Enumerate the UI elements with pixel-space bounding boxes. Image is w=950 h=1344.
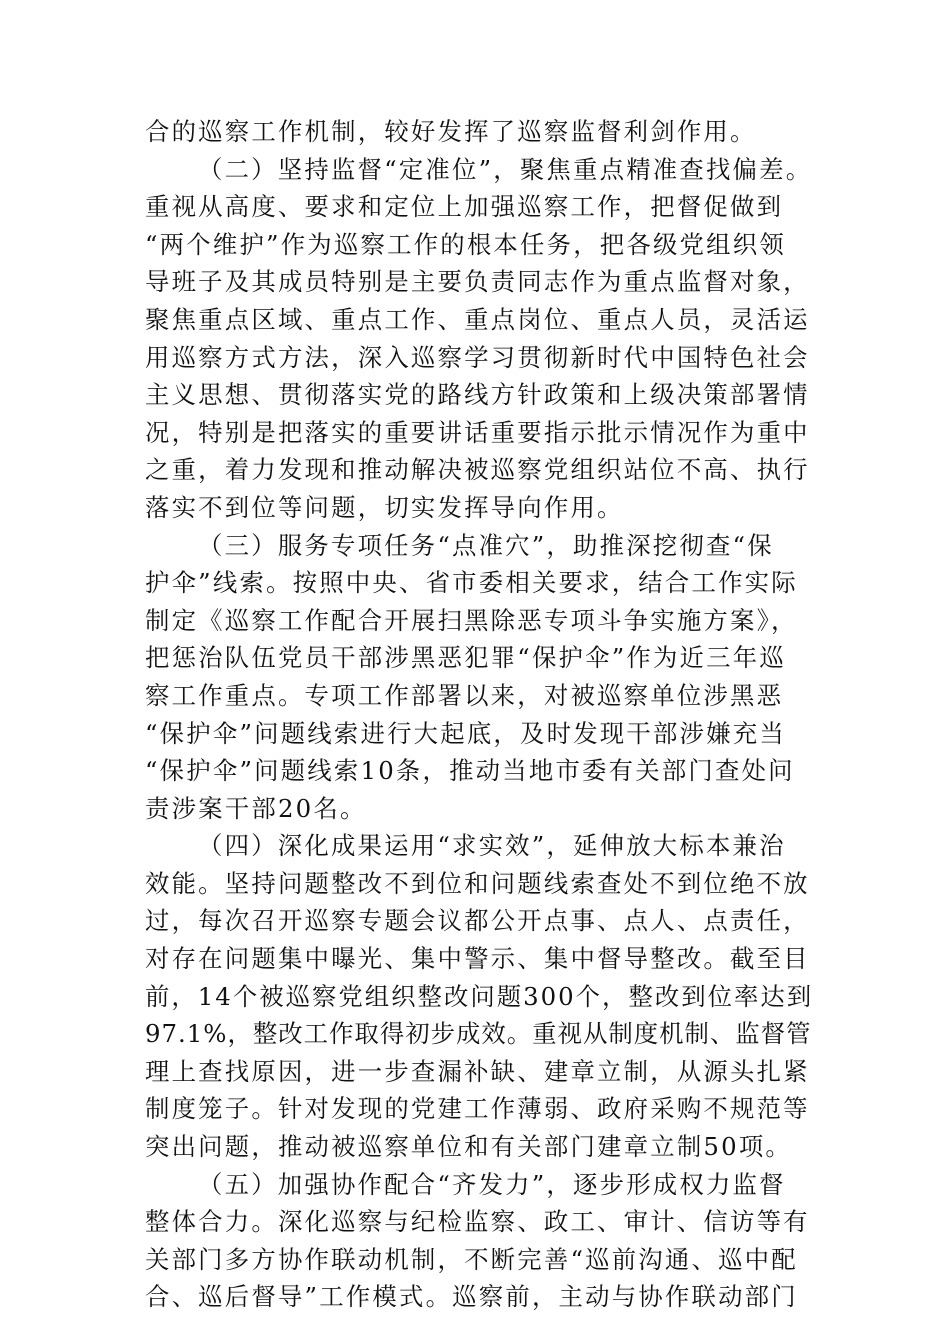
text-line: 合的巡察工作机制，较好发挥了巡察监督利剑作用。 [145, 117, 757, 146]
text-line: 况，特别是把落实的重要讲话重要指示批示情况作为重中 [145, 417, 810, 447]
text-line: 97.1%，整改工作取得初步成效。重视从制度机制、监督管 [145, 1019, 812, 1049]
text-line: 落实不到位等问题，切实发挥导向作用。 [145, 492, 624, 522]
text-line: 效能。坚持问题整改不到位和问题线索查处不到位绝不放 [145, 868, 810, 898]
text-line: 重视从高度、要求和定位上加强巡察工作，把督促做到 [145, 192, 784, 222]
text-line: 制定《巡察工作配合开展扫黑除恶专项斗争实施方案》， [145, 605, 798, 635]
text-line: 突出问题，推动被巡察单位和有关部门建章立制50项。 [145, 1132, 793, 1162]
text-line: “两个维护”作为巡察工作的根本任务，把各级党组织领 [145, 229, 786, 259]
text-line: 前，14个被巡察党组织整改问题300个，整改到位率达到 [145, 981, 814, 1011]
text-line: 理上查找原因，进一步查漏补缺、建章立制，从源头扎紧 [145, 1056, 810, 1086]
text-line: 察工作重点。专项工作部署以来，对被巡察单位涉黑恶 [145, 680, 784, 710]
paragraph-first-line: （四）深化成果运用“求实效”，延伸放大标本兼治 [198, 831, 786, 861]
text-line: 聚焦重点区域、重点工作、重点岗位、重点人员，灵活运 [145, 304, 810, 334]
paragraph-first-line: （二）坚持监督“定准位”，聚焦重点精准查找偏差。 [198, 154, 813, 184]
paragraph-first-line: （五）加强协作配合“齐发力”，逐步形成权力监督 [198, 1169, 786, 1199]
text-line: 护伞”线索。按照中央、省市委相关要求，结合工作实际 [145, 568, 798, 598]
text-line: 合、巡后督导”工作模式。巡察前，主动与协作联动部门 [145, 1282, 798, 1312]
paragraph-first-line: （三）服务专项任务“点准穴”，助推深挖彻查“保 [198, 530, 774, 560]
text-line: “保护伞”问题线索10条，推动当地市委有关部门查处问 [145, 756, 795, 786]
text-line: 责涉案干部20名。 [145, 793, 367, 823]
text-line: 主义思想、贯彻落实党的路线方针政策和上级决策部署情 [145, 380, 810, 410]
text-line: 整体合力。深化巡察与纪检监察、政工、审计、信访等有 [145, 1207, 810, 1237]
text-line: 之重，着力发现和推动解决被巡察党组织站位不高、执行 [145, 455, 810, 485]
text-line: 用巡察方式方法，深入巡察学习贯彻新时代中国特色社会 [145, 342, 810, 372]
text-line: 导班子及其成员特别是主要负责同志作为重点监督对象， [145, 267, 810, 297]
text-line: 过，每次召开巡察专题会议都公开点事、点人、点责任， [145, 906, 810, 936]
text-line: 把惩治队伍党员干部涉黑恶犯罪“保护伞”作为近三年巡 [145, 643, 786, 673]
body-text [145, 113, 815, 1316]
text-line: 制度笼子。针对发现的党建工作薄弱、政府采购不规范等 [145, 1094, 810, 1124]
text-line: “保护伞”问题线索进行大起底，及时发现干部涉嫌充当 [145, 718, 786, 748]
text-line: 关部门多方协作联动机制，不断完善“巡前沟通、巡中配 [145, 1244, 798, 1274]
text-line: 对存在问题集中曝光、集中警示、集中督导整改。截至目 [145, 944, 810, 974]
